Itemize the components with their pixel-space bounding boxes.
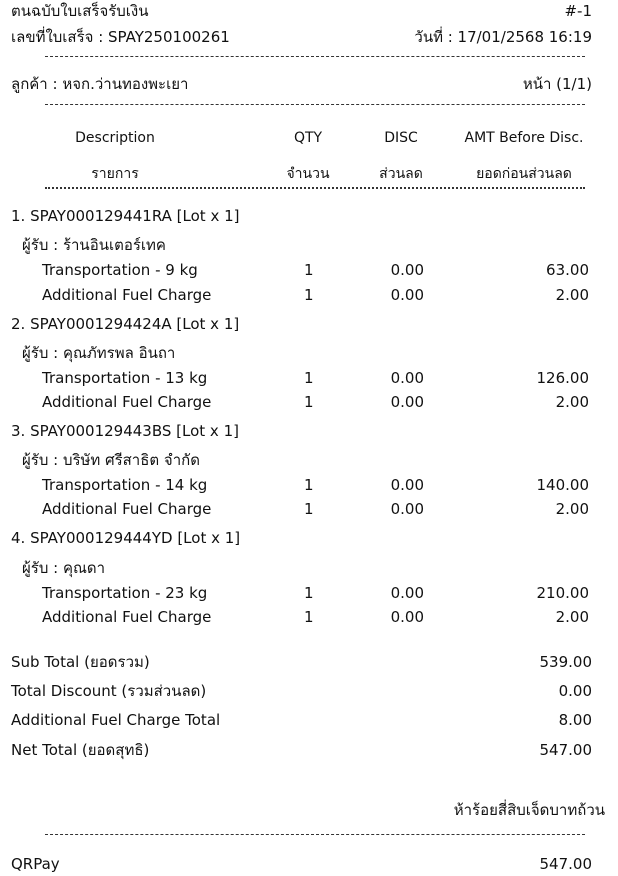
subtotal-label: Sub Total (ยอดรวม) [11, 653, 150, 671]
net-total-label: Net Total (ยอดสุทธิ) [11, 741, 150, 759]
column-header-description-th: รายการ [91, 166, 139, 182]
receipt-number: เลขที่ใบเสร็จ : SPAY250100261 [11, 28, 230, 46]
fuel-charge-total-value: 8.00 [558, 711, 592, 729]
line-disc: 0.00 [390, 393, 424, 411]
item-header: 4. SPAY000129444YD [Lot x 1] [11, 529, 241, 547]
column-header-qty: QTY [293, 130, 323, 146]
item-recipient: ผู้รับ : บริษัท ศรีสาธิต จำกัด [22, 451, 200, 469]
column-header-disc-th: ส่วนลด [379, 166, 423, 182]
total-discount-value: 0.00 [558, 682, 592, 700]
item-recipient: ผู้รับ : คุณดา [22, 559, 106, 577]
line-amount: 2.00 [555, 608, 589, 626]
copy-number: #-1 [564, 2, 592, 20]
line-amount: 140.00 [536, 476, 589, 494]
line-disc: 0.00 [390, 369, 424, 387]
line-amount: 2.00 [555, 500, 589, 518]
divider [45, 56, 585, 57]
line-qty: 1 [304, 286, 314, 304]
column-header-qty-th: จำนวน [286, 166, 330, 182]
line-qty: 1 [304, 608, 314, 626]
item-header: 1. SPAY000129441RA [Lot x 1] [11, 207, 240, 225]
customer-name: ลูกค้า : หจก.ว่านทองพะเยา [11, 75, 189, 93]
subtotal-value: 539.00 [539, 653, 592, 671]
line-description: Additional Fuel Charge [42, 608, 212, 626]
amount-in-words: ห้าร้อยสี่สิบเจ็ดบาทถ้วน [453, 801, 605, 819]
line-qty: 1 [304, 393, 314, 411]
column-header-disc: DISC [384, 130, 418, 146]
line-disc: 0.00 [390, 476, 424, 494]
column-header-amount: AMT Before Disc. [464, 130, 584, 146]
divider [45, 104, 585, 105]
payment-amount: 547.00 [539, 855, 592, 873]
line-amount: 126.00 [536, 369, 589, 387]
line-amount: 2.00 [555, 393, 589, 411]
line-disc: 0.00 [390, 261, 424, 279]
page-indicator: หน้า (1/1) [522, 75, 592, 93]
line-qty: 1 [304, 584, 314, 602]
column-header-description: Description [75, 130, 155, 146]
line-amount: 2.00 [555, 286, 589, 304]
payment-method: QRPay [11, 855, 60, 873]
line-description: Transportation - 9 kg [42, 261, 198, 279]
line-description: Transportation - 23 kg [42, 584, 208, 602]
line-qty: 1 [304, 369, 314, 387]
line-disc: 0.00 [390, 608, 424, 626]
line-amount: 210.00 [536, 584, 589, 602]
dotted-divider [45, 187, 585, 189]
column-header-amount-th: ยอดก่อนส่วนลด [476, 166, 572, 182]
line-qty: 1 [304, 500, 314, 518]
line-description: Additional Fuel Charge [42, 286, 212, 304]
line-disc: 0.00 [390, 286, 424, 304]
line-amount: 63.00 [546, 261, 589, 279]
line-qty: 1 [304, 261, 314, 279]
item-recipient: ผู้รับ : ร้านอินเตอร์เทค [22, 236, 166, 254]
line-description: Additional Fuel Charge [42, 500, 212, 518]
receipt-date: วันที่ : 17/01/2568 16:19 [414, 28, 592, 46]
line-description: Additional Fuel Charge [42, 393, 212, 411]
total-discount-label: Total Discount (รวมส่วนลด) [11, 682, 207, 700]
divider [45, 834, 585, 835]
line-description: Transportation - 13 kg [42, 369, 208, 387]
item-recipient: ผู้รับ : คุณภัทรพล อินถา [22, 344, 176, 362]
item-header: 2. SPAY0001294424A [Lot x 1] [11, 315, 240, 333]
fuel-charge-total-label: Additional Fuel Charge Total [11, 711, 221, 729]
line-disc: 0.00 [390, 584, 424, 602]
line-disc: 0.00 [390, 500, 424, 518]
line-qty: 1 [304, 476, 314, 494]
line-description: Transportation - 14 kg [42, 476, 208, 494]
item-header: 3. SPAY000129443BS [Lot x 1] [11, 422, 239, 440]
copy-title: ตนฉบับใบเสร็จรับเงิน [11, 2, 149, 20]
net-total-value: 547.00 [539, 741, 592, 759]
